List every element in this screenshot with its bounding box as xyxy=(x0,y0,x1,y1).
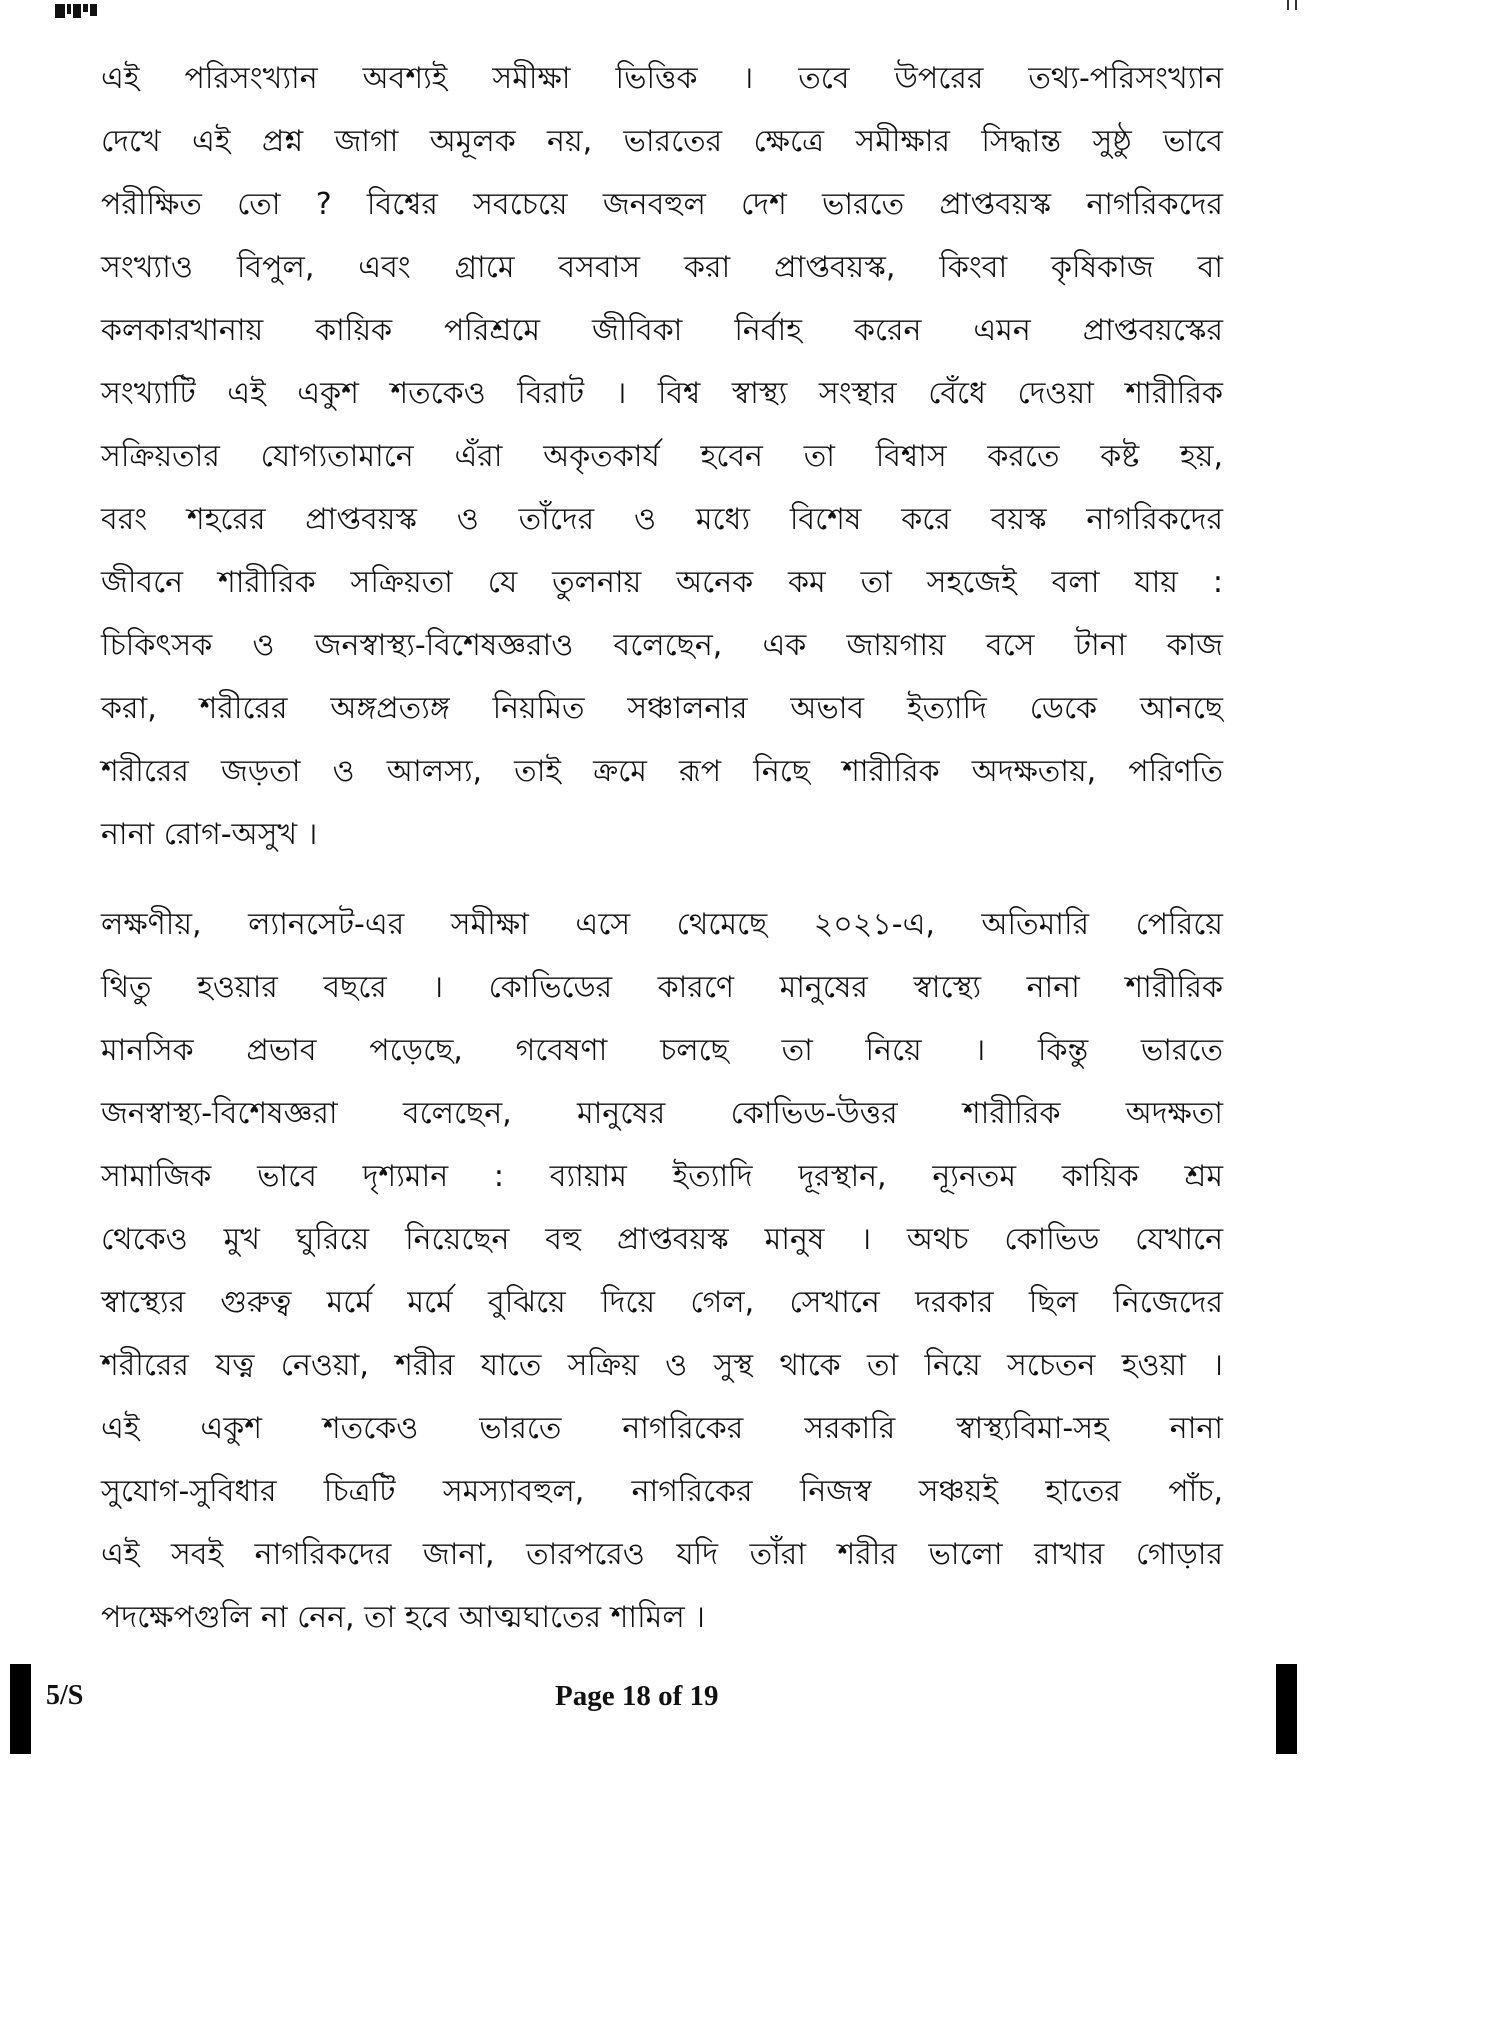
text-line: মানসিক প্রভাব পড়েছে, গবেষণা চলছে তা নিয়ে । কিন্তু ভারতে xyxy=(101,1033,1223,1068)
text-line: এই একুশ শতকেও ভারতে নাগরিকের সরকারি স্বাস্থ্যবিমা-সহ নানা xyxy=(101,1411,1223,1446)
text-line: জনস্বাস্থ্য-বিশেষজ্ঞরা বলেছেন, মানুষের কোভিড-উত্তর শারীরিক অদক্ষতা xyxy=(101,1096,1223,1131)
footer-right-bar xyxy=(1276,1664,1297,1754)
text-line: থেকেও মুখ ঘুরিয়ে নিয়েছেন বহু প্রাপ্তবয়স্ক মানুষ । অথচ কোভিড যেখানে xyxy=(101,1222,1223,1257)
text-line: সংখ্যাটি এই একুশ শতকেও বিরাট । বিশ্ব স্বাস্থ্য সংস্থার বেঁধে দেওয়া শারীরিক xyxy=(101,376,1223,411)
text-line: লক্ষণীয়, ল্যানসেট-এর সমীক্ষা এসে থেমেছে ২০২১-এ, অতিমারি পেরিয়ে xyxy=(101,907,1223,942)
text-line: থিতু হওয়ার বছরে । কোভিডের কারণে মানুষের স্বাস্থ্যে নানা শারীরিক xyxy=(101,970,1223,1005)
text-line: এই পরিসংখ্যান অবশ্যই সমীক্ষা ভিত্তিক । তবে উপরের তথ্য-পরিসংখ্যান xyxy=(101,61,1223,96)
text-line: দেখে এই প্রশ্ন জাগা অমূলক নয়, ভারতের ক্ষেত্রে সমীক্ষার সিদ্ধান্ত সুষ্ঠু ভাবে xyxy=(101,124,1223,159)
text-line: সক্রিয়তার যোগ্যতামানে এঁরা অকৃতকার্য হবেন তা বিশ্বাস করতে কষ্ট হয়, xyxy=(101,439,1223,474)
text-line: শরীরের জড়তা ও আলস্য, তাই ক্রমে রূপ নিছে শারীরিক অদক্ষতায়, পরিণতি xyxy=(101,754,1223,789)
text-line: এই সবই নাগরিকদের জানা, তারপরেও যদি তাঁরা শরীর ভালো রাখার গোড়ার xyxy=(101,1537,1223,1572)
text-line: শরীরের যত্ন নেওয়া, শরীর যাতে সক্রিয় ও সুস্থ থাকে তা নিয়ে সচেতন হওয়া । xyxy=(101,1348,1223,1383)
paragraph xyxy=(101,893,1223,1649)
text-line: স্বাস্থ্যের গুরুত্ব মর্মে মর্মে বুঝিয়ে দিয়ে গেল, সেখানে দরকার ছিল নিজেদের xyxy=(101,1285,1223,1320)
page-number: Page 18 of 19 xyxy=(555,1680,719,1712)
text-line: বরং শহরের প্রাপ্তবয়স্ক ও তাঁদের ও মধ্যে বিশেষ করে বয়স্ক নাগরিকদের xyxy=(101,502,1223,537)
text-line: চিকিৎসক ও জনস্বাস্থ্য-বিশেষজ্ঞরাও বলেছেন, এক জায়গায় বসে টানা কাজ xyxy=(101,628,1223,663)
text-line: পদক্ষেপগুলি না নেন, তা হবে আত্মঘাতের শামিল । xyxy=(101,1600,705,1635)
text-line: সামাজিক ভাবে দৃশ্যমান : ব্যায়াম ইত্যাদি দূরস্থান, ন্যূনতম কায়িক শ্রম xyxy=(101,1159,1223,1194)
text-line: করা, শরীরের অঙ্গপ্রত্যঙ্গ নিয়মিত সঞ্চালনার অভাব ইত্যাদি ডেকে আনছে xyxy=(101,691,1223,726)
paper-code: 5/S xyxy=(46,1680,84,1711)
text-line: জীবনে শারীরিক সক্রিয়তা যে তুলনায় অনেক কম তা সহজেই বলা যায় : xyxy=(101,565,1223,600)
text-line: সংখ্যাও বিপুল, এবং গ্রামে বসবাস করা প্রাপ্তবয়স্ক, কিংবা কৃষিকাজ বা xyxy=(101,250,1223,285)
text-line: সুযোগ-সুবিধার চিত্রটি সমস্যাবহুল, নাগরিকের নিজস্ব সঞ্চয়ই হাতের পাঁচ, xyxy=(101,1474,1223,1509)
text-line: নানা রোগ-অসুখ । xyxy=(101,817,318,852)
qr-code-icon xyxy=(55,4,105,18)
text-line: কলকারখানায় কায়িক পরিশ্রমে জীবিকা নির্বাহ করেন এমন প্রাপ্তবয়স্কের xyxy=(101,313,1223,348)
text-line: পরীক্ষিত তো ? বিশ্বের সবচেয়ে জনবহুল দেশ ভারতে প্রাপ্তবয়স্ক নাগরিকদের xyxy=(101,187,1223,222)
footer-left-bar xyxy=(10,1664,31,1754)
document-body xyxy=(101,47,1223,1676)
paragraph xyxy=(101,47,1223,866)
corner-mark xyxy=(1287,0,1297,10)
